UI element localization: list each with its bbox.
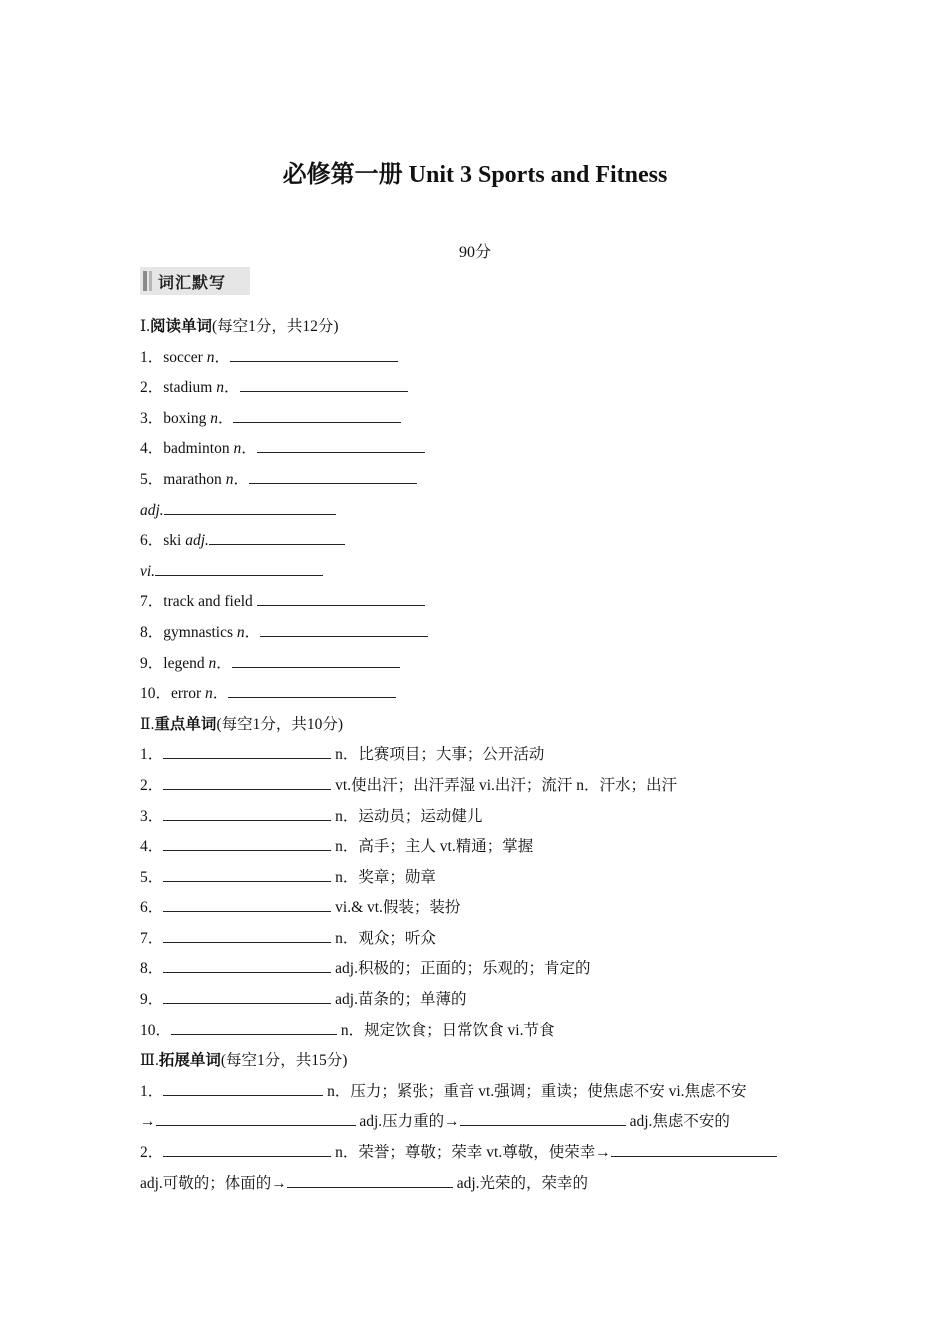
- item-number: 3．: [140, 807, 164, 825]
- section-tag: [140, 267, 250, 295]
- part1-note: (每空1分，共12分): [212, 318, 339, 335]
- section-tag-label: 词汇默写: [158, 272, 227, 292]
- list-item: [140, 343, 830, 374]
- item-pos: n: [210, 409, 218, 427]
- item-sep: ．: [216, 654, 232, 672]
- item-number: 8．: [140, 960, 164, 978]
- item-sep: ．: [241, 440, 257, 458]
- answer-blank[interactable]: [163, 987, 331, 1004]
- list-item: [140, 496, 830, 527]
- answer-blank[interactable]: [163, 1079, 323, 1096]
- item-number: 2．: [140, 776, 164, 794]
- item-number: 2．: [140, 1144, 164, 1162]
- item-number: 10．: [140, 1021, 172, 1039]
- item-pos: n: [216, 379, 224, 397]
- item-pos: vi.: [140, 562, 156, 580]
- list-item: [140, 893, 830, 924]
- tag-bar-icon: [149, 271, 152, 291]
- page-title: 必修第一册 Unit 3 Sports and Fitness: [282, 162, 668, 188]
- item-sep: ．: [212, 685, 229, 703]
- answer-blank[interactable]: [163, 926, 331, 943]
- answer-blank[interactable]: [611, 1140, 777, 1157]
- answer-blank[interactable]: [228, 681, 396, 698]
- answer-blank[interactable]: [232, 651, 400, 668]
- answer-blank[interactable]: [156, 1109, 356, 1126]
- item-word: boxing: [163, 409, 207, 427]
- answer-blank[interactable]: [163, 865, 331, 882]
- answer-blank[interactable]: [171, 1018, 337, 1035]
- list-item: [140, 1107, 830, 1138]
- item-pos: n: [206, 348, 215, 366]
- item-word: gymnastics: [163, 623, 234, 641]
- answer-blank[interactable]: [257, 589, 425, 606]
- item-pos: n: [225, 470, 234, 488]
- item-number: 4．: [140, 838, 164, 856]
- item-pos: n: [205, 685, 213, 703]
- answer-blank[interactable]: [163, 956, 331, 973]
- list-item: [140, 557, 830, 588]
- list-item: [140, 1138, 830, 1169]
- list-item: [140, 1077, 830, 1108]
- part2-note: (每空1分，共10分): [216, 715, 344, 733]
- item-number: 5．: [140, 868, 164, 886]
- item-definition: n．奖章；勋章: [335, 868, 436, 886]
- total-score: 90分: [458, 244, 491, 261]
- tag-bar-icon: [143, 271, 147, 291]
- item-number: 6．: [140, 899, 164, 917]
- list-item: [140, 465, 830, 496]
- item-word: legend: [163, 654, 205, 672]
- answer-blank[interactable]: [163, 804, 331, 821]
- list-item: [140, 954, 830, 985]
- list-item: [140, 587, 830, 618]
- item-number: 1．: [140, 746, 164, 764]
- answer-blank[interactable]: [249, 467, 417, 484]
- answer-blank[interactable]: [163, 742, 331, 759]
- part3-name: 拓展单词: [158, 1052, 221, 1070]
- answer-blank[interactable]: [240, 375, 408, 392]
- list-item: [140, 1016, 830, 1047]
- item-definition: adj.苗条的；单薄的: [335, 991, 467, 1009]
- item-definition: n．规定饮食；日常饮食 vi.节食: [340, 1021, 555, 1039]
- item-pos: n: [236, 623, 245, 641]
- list-item: [140, 526, 830, 557]
- item-word: ski: [163, 532, 182, 550]
- list-item: [140, 924, 830, 955]
- answer-blank[interactable]: [460, 1109, 626, 1126]
- item-number: 10．: [140, 685, 172, 703]
- item-word: marathon: [163, 470, 222, 488]
- item-sep: ．: [223, 379, 240, 397]
- answer-blank[interactable]: [155, 559, 323, 576]
- list-item: [140, 802, 830, 833]
- item-sep: ．: [217, 409, 234, 427]
- item-pos: n: [233, 440, 242, 458]
- answer-blank[interactable]: [257, 436, 425, 453]
- part3-roman: Ⅲ.: [140, 1052, 159, 1070]
- part2-name: 重点单词: [154, 715, 217, 733]
- item-number: 9．: [140, 991, 164, 1009]
- part1-name: 阅读单词: [150, 318, 213, 335]
- list-item: [140, 434, 830, 465]
- item-definition: n．高手；主人 vt.精通；掌握: [335, 838, 534, 856]
- answer-blank[interactable]: [287, 1171, 453, 1188]
- item-word: soccer: [163, 348, 203, 366]
- item-definition: vi.& vt.假装；装扮: [335, 899, 461, 917]
- list-item: [140, 649, 830, 680]
- list-item: [140, 832, 830, 863]
- item-number: 3．: [140, 409, 164, 427]
- item-number: 1．: [140, 348, 164, 366]
- item-definition: n．观众；听众: [335, 929, 436, 947]
- item-pos: adj.: [185, 532, 209, 550]
- answer-blank[interactable]: [260, 620, 428, 637]
- item-sep: ．: [214, 348, 230, 366]
- item-pos: adj.: [140, 501, 164, 519]
- part3-heading: [140, 1046, 830, 1077]
- part2-heading: [140, 710, 830, 741]
- item-definition: adj.可敬的；体面的→: [140, 1174, 287, 1192]
- item-word: error: [171, 685, 202, 703]
- item-pos: n: [208, 654, 217, 672]
- item-number: 7．: [140, 929, 164, 947]
- item-number: 5．: [140, 470, 164, 488]
- item-definition: n．运动员；运动健儿: [335, 807, 483, 825]
- answer-blank[interactable]: [163, 895, 331, 912]
- answer-blank[interactable]: [209, 528, 345, 545]
- item-definition: adj.压力重的→: [359, 1113, 460, 1131]
- item-word: badminton: [163, 440, 230, 458]
- item-number: 4．: [140, 440, 164, 458]
- item-number: 7．: [140, 593, 164, 611]
- list-item: [140, 771, 830, 802]
- list-item: [140, 863, 830, 894]
- list-item: [140, 985, 830, 1016]
- answer-blank[interactable]: [163, 834, 331, 851]
- list-item: [140, 618, 830, 649]
- item-number: 2．: [140, 379, 164, 397]
- item-definition: n．压力；紧张；重音 vt.强调；重读；使焦虑不安 vi.焦虑不安: [327, 1082, 747, 1100]
- item-definition: vt.使出汗；出汗弄湿 vi.出汗；流汗 n．汗水；出汗: [335, 776, 678, 794]
- item-sep: ．: [233, 470, 249, 488]
- part1-heading: [140, 312, 830, 343]
- item-word: stadium: [163, 379, 213, 397]
- list-item: [140, 404, 830, 435]
- item-number: 9．: [140, 654, 164, 672]
- list-item: [140, 679, 830, 710]
- item-number: 6．: [140, 532, 164, 550]
- arrow-icon: →: [140, 1113, 156, 1131]
- item-definition: adj.光荣的，荣幸的: [456, 1174, 588, 1192]
- part3-note: (每空1分，共15分): [220, 1052, 348, 1070]
- item-definition: adj.焦虑不安的: [629, 1113, 730, 1131]
- answer-blank[interactable]: [230, 345, 398, 362]
- list-item: [140, 740, 830, 771]
- answer-blank[interactable]: [163, 773, 331, 790]
- answer-blank[interactable]: [164, 498, 336, 515]
- item-word: track and field: [163, 593, 253, 611]
- item-definition: adj.积极的；正面的；乐观的；肯定的: [335, 960, 591, 978]
- item-sep: ．: [244, 623, 261, 641]
- item-number: 8．: [140, 623, 164, 641]
- answer-blank[interactable]: [233, 406, 401, 423]
- item-definition: n．比赛项目；大事；公开活动: [335, 746, 545, 764]
- answer-blank[interactable]: [163, 1140, 331, 1157]
- list-item: [140, 373, 830, 404]
- part2-roman: Ⅱ.: [140, 715, 155, 733]
- item-number: 1．: [140, 1082, 164, 1100]
- list-item: [140, 1169, 830, 1200]
- worksheet-content: [140, 312, 830, 1199]
- item-definition: n．荣誉；尊敬；荣幸 vt.尊敬，使荣幸→: [335, 1144, 611, 1162]
- part1-roman: Ⅰ.: [140, 318, 150, 335]
